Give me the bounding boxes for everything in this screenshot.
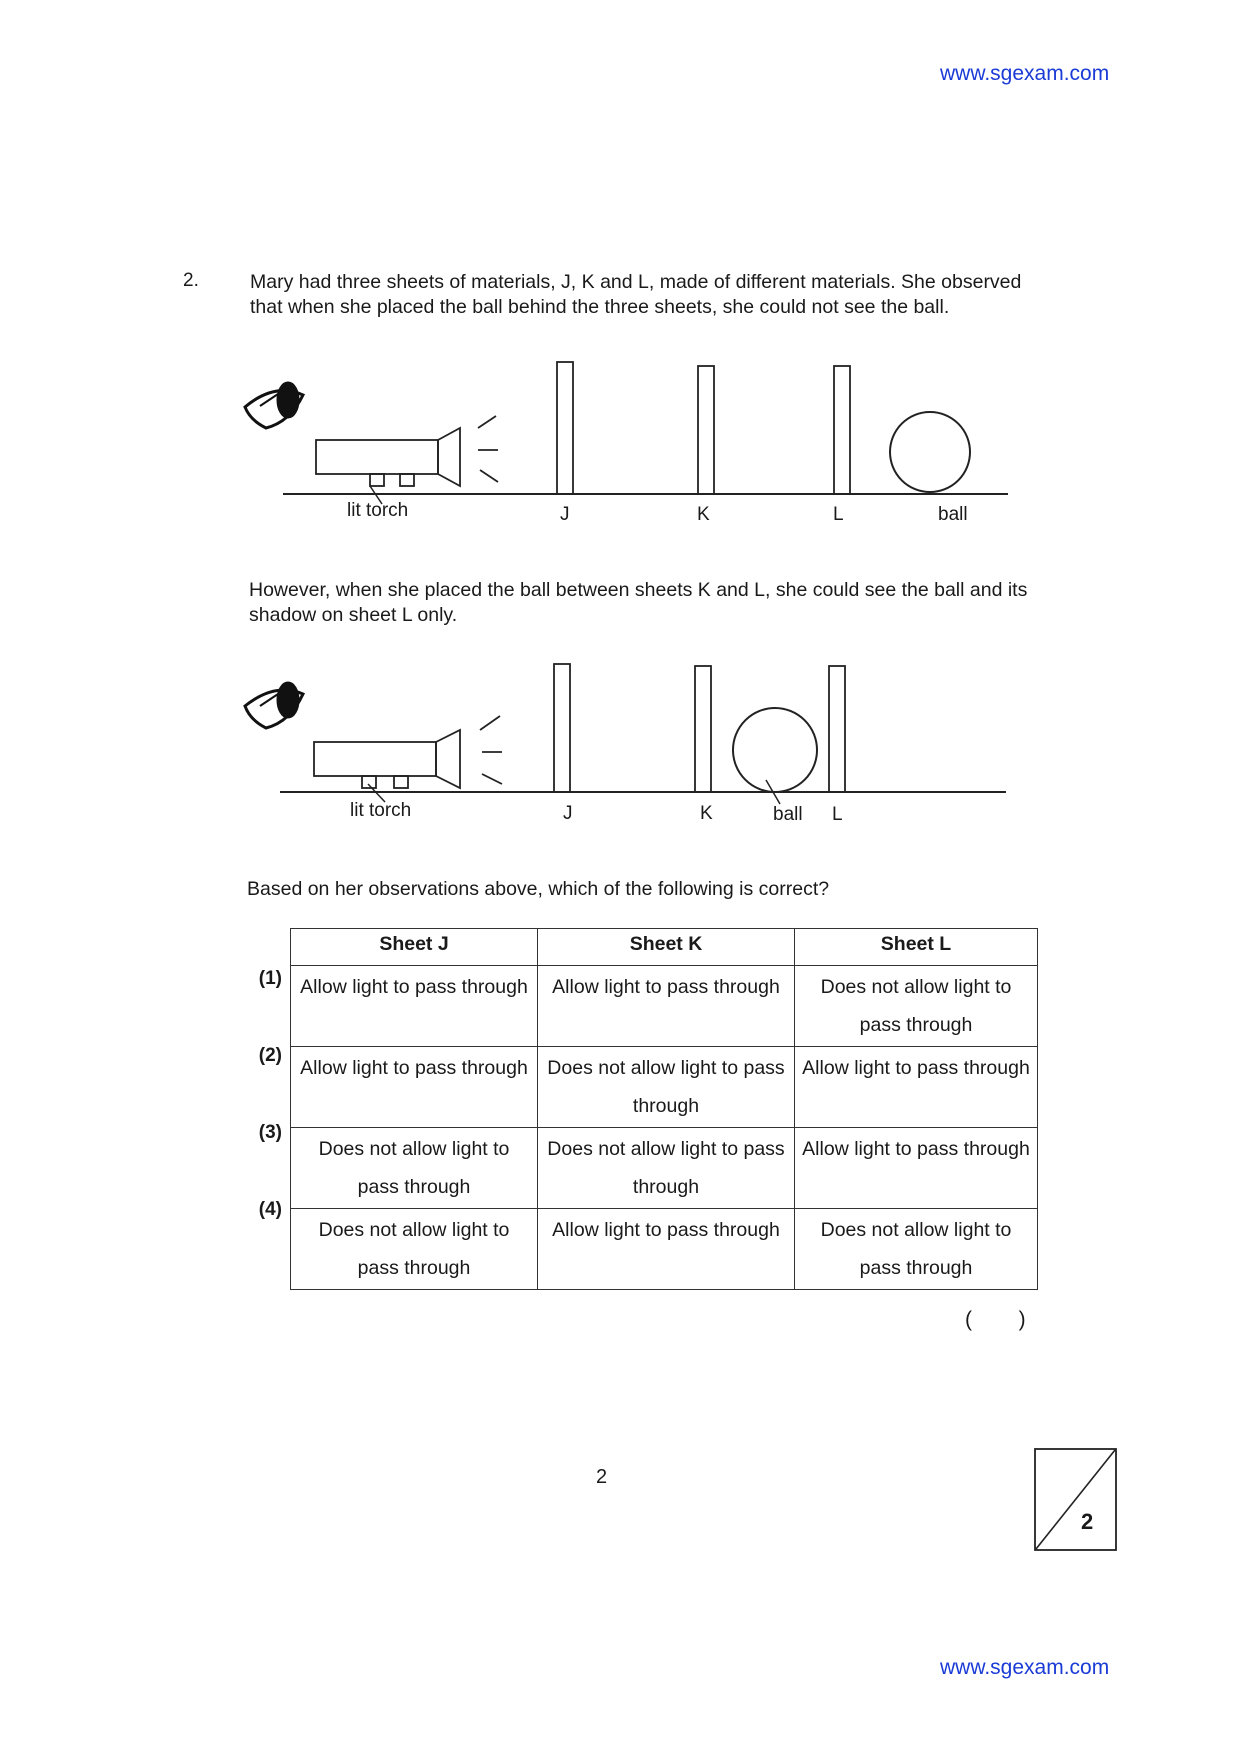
answer-bracket[interactable]: ( )	[965, 1308, 1026, 1331]
option-number-4[interactable]: (4)	[258, 1199, 282, 1220]
options-table	[290, 928, 1038, 1290]
header-sheet-l: Sheet L	[795, 929, 1038, 966]
table-cell: Does not allow light to pass through	[795, 1209, 1038, 1290]
diagram2-torch-label: lit torch	[350, 800, 412, 821]
table-cell: Allow light to pass through	[291, 966, 538, 1047]
table-row	[291, 1209, 1038, 1290]
diagram1-j-label: J	[560, 504, 570, 525]
sheet-j	[557, 362, 573, 494]
option-number-1[interactable]: (1)	[258, 968, 282, 989]
table-cell: Does not allow light to pass through	[291, 1209, 538, 1290]
table-row	[291, 1128, 1038, 1209]
diagram1-torch-label: lit torch	[347, 500, 409, 521]
question-middle: However, when she placed the ball between sheets K and L, she could see the ball and its shadow on sheet L only.	[249, 579, 1028, 626]
table-cell: Does not allow light to pass through	[291, 1128, 538, 1209]
diagram-ball-behind-sheets	[0, 340, 1239, 540]
diagram1-ball-label: ball	[938, 504, 968, 525]
options-table-wrapper	[290, 928, 1038, 1290]
sheet-j	[554, 664, 570, 792]
table-cell: Allow light to pass through	[538, 966, 795, 1047]
question-intro: Mary had three sheets of materials, J, K and L, made of different materials. She observed that when she placed the ball behind the three sheets, she could not see the ball.	[250, 271, 1022, 318]
diagram2-l-label: L	[832, 804, 843, 825]
sheet-l	[834, 366, 850, 494]
ball-icon	[733, 708, 817, 792]
table-cell: Does not allow light to pass through	[795, 966, 1038, 1047]
table-row	[291, 1047, 1038, 1128]
question-number: 2.	[183, 270, 199, 291]
diagram2-k-label: K	[700, 803, 713, 824]
diagram-ball-between-k-and-l	[0, 650, 1239, 820]
sheet-k	[698, 366, 714, 494]
table-cell: Allow light to pass through	[795, 1047, 1038, 1128]
page-number: 2	[596, 1466, 608, 1488]
eye-icon	[245, 683, 303, 728]
marks-value: 2	[1081, 1509, 1094, 1534]
header-sheet-k: Sheet K	[538, 929, 795, 966]
header-site-url[interactable]: www.sgexam.com	[940, 62, 1110, 85]
marks-box	[1034, 1448, 1118, 1552]
footer-site-url[interactable]: www.sgexam.com	[940, 1656, 1110, 1679]
diagram1-l-label: L	[833, 504, 844, 525]
sheet-k	[695, 666, 711, 792]
table-cell: Allow light to pass through	[291, 1047, 538, 1128]
sheet-l	[829, 666, 845, 792]
diagram2-j-label: J	[563, 803, 573, 824]
eye-icon	[245, 383, 303, 428]
option-number-3[interactable]: (3)	[258, 1122, 282, 1143]
header-sheet-j: Sheet J	[291, 929, 538, 966]
ball-icon	[890, 412, 970, 492]
table-cell: Allow light to pass through	[538, 1209, 795, 1290]
option-number-2[interactable]: (2)	[258, 1045, 282, 1066]
question-prompt: Based on her observations above, which of the following is correct?	[247, 878, 830, 900]
table-cell: Allow light to pass through	[795, 1128, 1038, 1209]
diagram2-ball-label: ball	[773, 804, 803, 825]
table-cell: Does not allow light to pass through	[538, 1047, 795, 1128]
table-row	[291, 966, 1038, 1047]
torch-icon	[314, 716, 502, 788]
diagram1-k-label: K	[697, 504, 710, 525]
table-header-row	[291, 929, 1038, 966]
table-cell: Does not allow light to pass through	[538, 1128, 795, 1209]
torch-icon	[316, 416, 498, 486]
